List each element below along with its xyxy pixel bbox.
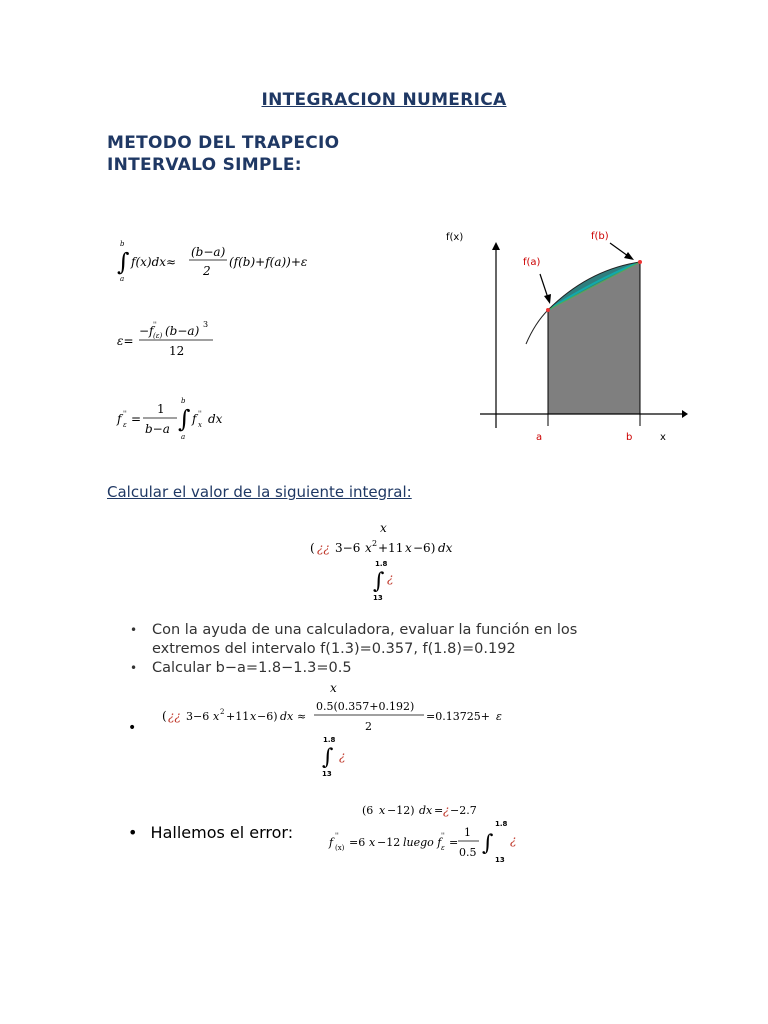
target-integral-svg xyxy=(305,518,475,604)
svg-text:luego f: luego f xyxy=(403,836,442,849)
x-label: x xyxy=(660,432,666,443)
error-formula-calc-svg xyxy=(327,798,527,868)
fx-label: f(x) xyxy=(446,232,464,243)
svg-text:x: x xyxy=(365,541,372,555)
mean-derivative-formula xyxy=(115,395,245,449)
interval-heading: INTERVALO SIMPLE: xyxy=(107,155,302,175)
svg-text:ε: ε xyxy=(496,710,502,723)
svg-text:x: x xyxy=(405,541,412,555)
svg-text:(b−a): (b−a) xyxy=(165,324,200,338)
svg-text:¿: ¿ xyxy=(443,803,450,817)
svg-text:¿: ¿ xyxy=(510,833,517,847)
svg-text:∫: ∫ xyxy=(178,405,191,433)
svg-text:=: = xyxy=(449,836,459,849)
svg-text:x: x xyxy=(213,710,220,723)
page-title: INTEGRACION NUMERICA xyxy=(261,90,507,110)
bullet-text-2: Calcular b−a=1.8−1.3=0.5 xyxy=(152,660,352,676)
trapezoid-graph xyxy=(440,218,690,457)
svg-text:dx: dx xyxy=(208,412,223,426)
svg-text:=: = xyxy=(131,412,142,426)
svg-text:−12: −12 xyxy=(377,836,401,849)
svg-text:=0.13725+: =0.13725+ xyxy=(426,710,490,723)
bullet-item-2 xyxy=(130,659,610,678)
svg-text:'': '' xyxy=(123,410,127,418)
svg-text:f: f xyxy=(117,412,122,426)
a-label: a xyxy=(536,432,543,443)
svg-text:x: x xyxy=(198,421,202,429)
section-title: Calcular el valor de la siguiente integral: xyxy=(107,483,412,501)
svg-text:13: 13 xyxy=(373,594,383,602)
svg-text:=: = xyxy=(434,804,444,817)
bullet-text-1: Con la ayuda de una calculadora, evaluar la función en los extremos del intervalo f(1.3)=0.357, f(1.8)=0.192 xyxy=(152,622,578,657)
svg-text:'': '' xyxy=(441,832,445,840)
svg-text:+11: +11 xyxy=(226,710,250,723)
svg-text:¿¿: ¿¿ xyxy=(168,709,181,723)
svg-text:(: ( xyxy=(162,709,167,723)
svg-text:dx: dx xyxy=(280,710,294,723)
trapezoid-formula-svg xyxy=(115,238,335,288)
trapezoid-result-formula-svg xyxy=(158,678,518,784)
error-formula-svg xyxy=(115,315,235,365)
svg-text:x: x xyxy=(369,836,376,849)
svg-text:−6): −6) xyxy=(413,541,436,555)
error-bullet xyxy=(128,823,293,842)
svg-text:2: 2 xyxy=(203,264,211,278)
svg-text:(ε): (ε) xyxy=(153,332,163,340)
svg-text:f: f xyxy=(329,836,334,849)
svg-text:f: f xyxy=(192,412,197,426)
error-label: Hallemos el error xyxy=(150,823,288,842)
svg-text:2: 2 xyxy=(365,720,372,733)
bullet-item-1 xyxy=(130,621,610,659)
trapezoid-graph-svg xyxy=(440,218,690,453)
svg-text:3−6: 3−6 xyxy=(335,541,361,555)
svg-text:∫: ∫ xyxy=(117,248,130,276)
svg-text:∫: ∫ xyxy=(373,569,385,594)
svg-text:dx: dx xyxy=(419,804,433,817)
svg-text:x: x xyxy=(250,710,257,723)
svg-text:∫: ∫ xyxy=(322,745,334,770)
method-heading: METODO DEL TRAPECIO xyxy=(107,133,340,153)
svg-text:2: 2 xyxy=(372,539,378,548)
svg-text:1.8: 1.8 xyxy=(375,560,388,568)
svg-text:x: x xyxy=(379,804,386,817)
svg-text:(: ( xyxy=(310,541,315,555)
svg-text:¿: ¿ xyxy=(339,749,346,763)
svg-text:∫: ∫ xyxy=(482,831,494,856)
mean-derivative-formula-svg xyxy=(115,395,245,445)
svg-text:0.5(0.357+0.192): 0.5(0.357+0.192) xyxy=(316,700,415,713)
svg-text:1.8: 1.8 xyxy=(323,736,336,744)
svg-text:2: 2 xyxy=(220,708,225,716)
svg-text:'': '' xyxy=(335,832,339,840)
svg-text:13: 13 xyxy=(495,856,505,864)
svg-text:−2.7: −2.7 xyxy=(450,804,477,817)
svg-text:−f: −f xyxy=(139,324,154,338)
svg-text:(x): (x) xyxy=(335,844,345,852)
svg-text:1: 1 xyxy=(157,402,165,416)
trapezoid-result-formula xyxy=(158,678,518,788)
error-formula xyxy=(115,315,235,369)
error-colon: : xyxy=(287,823,294,842)
svg-text:(b−a): (b−a) xyxy=(191,245,226,259)
svg-text:b: b xyxy=(181,397,186,405)
error-formula-calc xyxy=(327,798,527,872)
svg-text:b−a: b−a xyxy=(145,422,170,436)
bullet-dot: • xyxy=(130,661,138,675)
svg-text:¿: ¿ xyxy=(387,571,394,585)
svg-text:x: x xyxy=(330,681,337,695)
bullet-dot: • xyxy=(128,720,137,736)
svg-text:1: 1 xyxy=(464,826,471,839)
svg-text:1.8: 1.8 xyxy=(495,820,508,828)
svg-text:13: 13 xyxy=(322,770,332,778)
svg-text:dx: dx xyxy=(438,541,453,555)
svg-text:−12): −12) xyxy=(387,804,415,817)
svg-text:ε: ε xyxy=(441,844,445,852)
svg-text:=6: =6 xyxy=(349,836,366,849)
svg-text:3−6: 3−6 xyxy=(186,710,210,723)
bullet-dot: • xyxy=(128,823,143,842)
svg-text:a: a xyxy=(120,275,125,283)
svg-text:x: x xyxy=(380,521,387,535)
svg-text:ε=: ε= xyxy=(117,334,134,348)
svg-text:f(x)dx≈: f(x)dx≈ xyxy=(131,255,177,269)
svg-text:(6: (6 xyxy=(362,804,374,817)
svg-text:3: 3 xyxy=(203,320,209,329)
svg-text:ε: ε xyxy=(123,421,127,429)
target-integral xyxy=(305,518,475,608)
fb-label: f(b) xyxy=(591,231,609,242)
fa-label: f(a) xyxy=(523,257,541,268)
bullet-dot: • xyxy=(130,623,138,637)
svg-text:b: b xyxy=(120,240,125,248)
svg-text:+11: +11 xyxy=(378,541,404,555)
svg-text:0.5: 0.5 xyxy=(459,846,477,859)
trapezoid-formula xyxy=(115,238,335,291)
svg-text:12: 12 xyxy=(169,344,185,358)
svg-text:¿¿: ¿¿ xyxy=(317,541,330,555)
svg-text:−6): −6) xyxy=(257,710,278,723)
svg-text:(f(b)+f(a))+ε: (f(b)+f(a))+ε xyxy=(229,255,308,269)
svg-text:a: a xyxy=(181,433,186,441)
svg-text:'': '' xyxy=(198,410,202,418)
svg-text:'': '' xyxy=(153,321,157,329)
b-label: b xyxy=(626,432,633,443)
svg-text:≈: ≈ xyxy=(297,710,307,723)
